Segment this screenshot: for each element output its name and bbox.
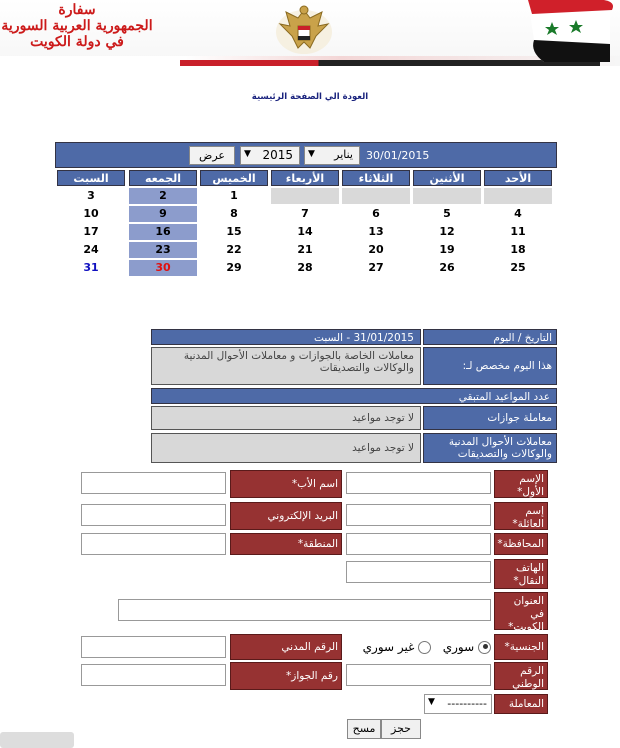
- calendar-day-cell[interactable]: 8: [230, 207, 238, 220]
- nationality-options: [346, 636, 491, 658]
- father-name-input[interactable]: [81, 472, 226, 494]
- month-select[interactable]: [304, 146, 360, 165]
- calendar-day-cell[interactable]: 2: [129, 188, 197, 204]
- civil-id-input[interactable]: [81, 636, 226, 658]
- calendar-day-cell[interactable]: 18: [510, 243, 526, 256]
- dropdown-arrow-icon: ▼: [428, 697, 435, 707]
- calendar-day-cell[interactable]: 24: [83, 243, 99, 256]
- calendar-day-cell[interactable]: 25: [510, 261, 526, 274]
- horizontal-scrollbar[interactable]: [0, 732, 74, 748]
- day-header-mon: الأثنين: [413, 170, 481, 186]
- calendar-day-cell[interactable]: 15: [226, 225, 242, 238]
- passport-label: معاملة جوازات: [423, 406, 557, 430]
- region-input[interactable]: [81, 533, 226, 555]
- nationality-label: الجنسية*: [494, 634, 548, 660]
- eagle-emblem-icon: [272, 2, 336, 56]
- selected-date: 30/01/2015: [366, 149, 430, 162]
- year-select[interactable]: [240, 146, 300, 165]
- calendar-day-cell[interactable]: 31: [83, 261, 99, 274]
- syrian-radio[interactable]: [478, 641, 491, 654]
- calendar-empty-cell: [271, 188, 339, 204]
- mobile-label: الهاتف النقال*: [494, 559, 548, 589]
- calendar-day-cell[interactable]: 26: [439, 261, 455, 274]
- calendar-day-cell[interactable]: 5: [443, 207, 451, 220]
- calendar-day-cell[interactable]: 19: [439, 243, 455, 256]
- civil-value: لا توجد مواعيد: [151, 433, 421, 463]
- book-button[interactable]: حجز: [381, 719, 421, 739]
- day-header-fri: الجمعه: [129, 170, 197, 186]
- calendar-day-cell[interactable]: 6: [372, 207, 380, 220]
- transaction-select[interactable]: [424, 694, 492, 714]
- calendar-day-cell[interactable]: 7: [301, 207, 309, 220]
- calendar-day-cell[interactable]: 12: [439, 225, 455, 238]
- day-header-sat: السبت: [57, 170, 125, 186]
- remaining-appointments-label: عدد المواعيد المتبقي: [151, 388, 557, 404]
- calendar-day-cell[interactable]: 13: [368, 225, 384, 238]
- year-value: 2015: [262, 148, 293, 162]
- email-label: البريد الإلكتروني: [230, 502, 342, 530]
- day-dedicated-label: هذا اليوم مخصص لـ:: [423, 347, 557, 385]
- date-day-value: 31/01/2015 - السبت: [151, 329, 421, 345]
- day-header-thu: الخميس: [200, 170, 268, 186]
- family-name-label: إسم العائلة*: [494, 502, 548, 530]
- calendar-day-cell[interactable]: 27: [368, 261, 384, 274]
- passport-no-label: رقم الجواز*: [230, 662, 342, 690]
- first-name-label: الإسم الأول*: [494, 470, 548, 498]
- father-name-label: اسم الأب*: [230, 470, 342, 498]
- calendar-toolbar: [55, 142, 557, 168]
- calendar-day-cell[interactable]: 30: [129, 260, 197, 276]
- embassy-line-2: الجمهورية العربية السورية: [1, 18, 153, 34]
- day-header-sun: الأحد: [484, 170, 552, 186]
- calendar-day-cell[interactable]: 11: [510, 225, 526, 238]
- embassy-line-1: سفارة: [58, 2, 96, 18]
- calendar-empty-cell: [484, 188, 552, 204]
- calendar-day-cell[interactable]: 20: [368, 243, 384, 256]
- calendar-empty-cell: [342, 188, 410, 204]
- embassy-line-3: في دولة الكويت: [30, 34, 124, 50]
- calendar-day-cell[interactable]: 29: [226, 261, 242, 274]
- show-button[interactable]: عرض: [189, 146, 235, 165]
- calendar-day-cell[interactable]: 14: [297, 225, 313, 238]
- region-label: المنطقة*: [230, 533, 342, 555]
- governorate-input[interactable]: [346, 533, 491, 555]
- dropdown-arrow-icon: ▼: [244, 149, 251, 159]
- calendar-day-cell[interactable]: 3: [87, 189, 95, 202]
- civil-label: معاملات الأحوال المدنية والوكالات والتصديقات: [423, 433, 557, 463]
- calendar-day-cell[interactable]: 17: [83, 225, 99, 238]
- calendar-day-cell[interactable]: 23: [129, 242, 197, 258]
- calendar-day-cell[interactable]: 21: [297, 243, 313, 256]
- embassy-title: [0, 2, 162, 50]
- mobile-input[interactable]: [346, 561, 491, 583]
- family-name-input[interactable]: [346, 504, 491, 526]
- clear-button[interactable]: مسح: [347, 719, 381, 739]
- calendar-day-cell[interactable]: 22: [226, 243, 242, 256]
- email-input[interactable]: [81, 504, 226, 526]
- transaction-value: ----------: [447, 697, 487, 710]
- calendar-day-cell[interactable]: 4: [514, 207, 522, 220]
- governorate-label: المحافظة*: [494, 533, 548, 555]
- date-day-label: التاريخ / اليوم: [423, 329, 557, 345]
- day-header-tue: الثلاثاء: [342, 170, 410, 186]
- calendar-day-cell[interactable]: 28: [297, 261, 313, 274]
- month-value: يناير: [334, 148, 353, 161]
- calendar-day-cell[interactable]: 10: [83, 207, 99, 220]
- syrian-radio-label: سوري: [442, 640, 475, 654]
- day-dedicated-value: معاملات الخاصة بالجوازات و معاملات الأحوال المدنية والوكالات والتصديقات: [151, 347, 421, 385]
- address-label: العنوان في الكويت*: [494, 592, 548, 630]
- syria-flag-icon: [524, 0, 620, 62]
- calendar-day-cell[interactable]: 16: [129, 224, 197, 240]
- home-link[interactable]: العودة الي الصفحة الرئيسية: [251, 92, 369, 102]
- passport-value: لا توجد مواعيد: [151, 406, 421, 430]
- calendar-day-cell[interactable]: 9: [129, 206, 197, 222]
- passport-no-input[interactable]: [81, 664, 226, 686]
- address-input[interactable]: [118, 599, 491, 621]
- first-name-input[interactable]: [346, 472, 491, 494]
- calendar-day-cell[interactable]: 1: [230, 189, 238, 202]
- non-syrian-radio[interactable]: [418, 641, 431, 654]
- calendar-empty-cell: [413, 188, 481, 204]
- national-id-input[interactable]: [346, 664, 491, 686]
- non-syrian-radio-label: غير سوري: [362, 640, 415, 654]
- day-header-wed: الأربعاء: [271, 170, 339, 186]
- transaction-label: المعاملة: [494, 694, 548, 714]
- civil-id-label: الرقم المدني: [230, 634, 342, 660]
- national-id-label: الرقم الوطني: [494, 662, 548, 690]
- dropdown-arrow-icon: ▼: [308, 149, 315, 159]
